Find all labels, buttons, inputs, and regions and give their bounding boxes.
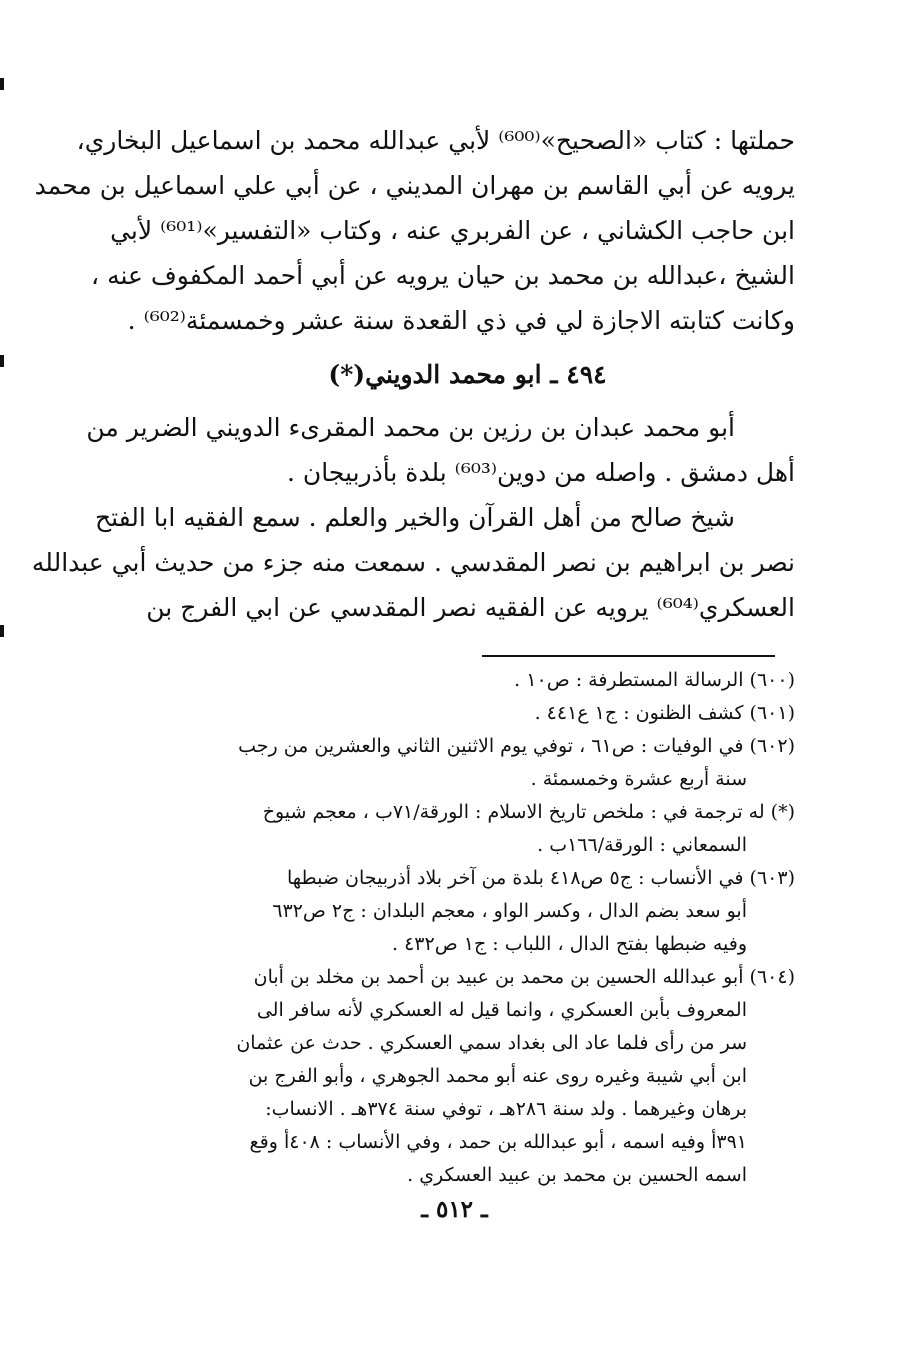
footnote-line: ابن أبي شيبة وغيره روى عنه أبو محمد الجوهري ، وأبو الفرج بن (248, 1065, 747, 1087)
entry-heading: ٤٩٤ ـ ابو محمد الدويني(*) (328, 360, 607, 389)
footnote (125, 796, 795, 862)
footnote-line: وفيه ضبطها بفتح الدال ، اللباب : ج١ ص٤٣٢ . (392, 933, 747, 955)
footnote-line: برهان وغيرهما . ولد سنة ٢٨٦هـ ، توفي سنة ٣٧٤هـ . الانساب: (265, 1098, 747, 1120)
footnote-line: ٣٩١أ وفيه اسمه ، أبو عبدالله بن حمد ، وفي الأنساب : ٤٠٨أ وقع (249, 1131, 747, 1153)
footnote (125, 862, 795, 961)
footnote (125, 961, 795, 1192)
text-line: وكانت كتابته الاجازة لي في ذي القعدة سنة عشر وخمسمئة⁽⁶⁰²⁾ . (127, 306, 795, 335)
footnote-line: (٦٠٠) الرسالة المستطرفة : ص١٠ . (514, 669, 795, 691)
text-line: ابن حاجب الكشاني ، عن الفربري عنه ، وكتاب «التفسير»⁽⁶⁰¹⁾ لأبي (110, 216, 795, 245)
text-line: أبو محمد عبدان بن رزين بن محمد المقرىء الدويني الضرير من (86, 413, 735, 442)
footnote-line: سنة أربع عشرة وخمسمئة . (530, 768, 747, 790)
footnote-line: (٦٠١) كشف الظنون : ج١ ع٤٤١ . (534, 702, 795, 724)
footnote-line: (*) له ترجمة في : ملخص تاريخ الاسلام : الورقة/٧١ب ، معجم شيوخ (262, 801, 795, 823)
footnote-line: (٦٠٢) في الوفيات : ص٦١ ، توفي يوم الاثنين الثاني والعشرين من رجب (238, 735, 795, 757)
footnote (125, 664, 795, 697)
text-line: حملتها : كتاب «الصحيح»⁽⁶⁰⁰⁾ لأبي عبدالله محمد بن اسماعيل البخاري، (76, 126, 795, 155)
text-line: الشيخ ،عبدالله بن محمد بن حيان يرويه عن أبي أحمد المكفوف عنه ، (91, 261, 795, 290)
text-line: أهل دمشق . واصله من دوين⁽⁶⁰³⁾ بلدة بأذربيجان . (287, 458, 795, 487)
footnote-line: (٦٠٤) أبو عبدالله الحسين بن محمد بن عبيد بن أحمد بن مخلد بن أبان (253, 966, 795, 988)
text-line: نصر بن ابراهيم بن نصر المقدسي . سمعت منه جزء من حديث أبي عبدالله (31, 548, 795, 577)
text-line: العسكري⁽⁶⁰⁴⁾ يرويه عن الفقيه نصر المقدسي عن ابي الفرج بن (146, 593, 795, 622)
intro-paragraph (34, 118, 795, 343)
footnotes (125, 664, 795, 1192)
entry-body (31, 405, 795, 630)
scan-edge-mark (0, 355, 4, 367)
scan-edge-mark (0, 625, 4, 637)
footnote-line: سر من رأى فلما عاد الى بغداد سمي العسكري . حدث عن عثمان (236, 1032, 747, 1054)
footnote-line: المعروف بأبن العسكري ، وانما قيل له العسكري لأنه سافر الى (256, 999, 747, 1021)
footnote-line: اسمه الحسين بن محمد بن عبيد العسكري . (407, 1164, 747, 1186)
page-number: ـ ٥١٢ ـ (421, 1196, 488, 1223)
footnote-separator (482, 655, 775, 657)
footnote-line: السمعاني : الورقة/١٦٦ب . (537, 834, 747, 856)
footnote (125, 697, 795, 730)
footnote-line: (٦٠٣) في الأنساب : ج٥ ص٤١٨ بلدة من آخر بلاد أذربيجان ضبطها (286, 867, 795, 889)
scan-edge-mark (0, 78, 4, 90)
text-line: يرويه عن أبي القاسم بن مهران المديني ، عن أبي علي اسماعيل بن محمد (34, 171, 795, 200)
footnote-line: أبو سعد بضم الدال ، وكسر الواو ، معجم البلدان : ج٢ ص٦٣٢ (272, 900, 747, 922)
text-line: شيخ صالح من أهل القرآن والخير والعلم . سمع الفقيه ابا الفتح (94, 503, 735, 532)
footnote (125, 730, 795, 796)
